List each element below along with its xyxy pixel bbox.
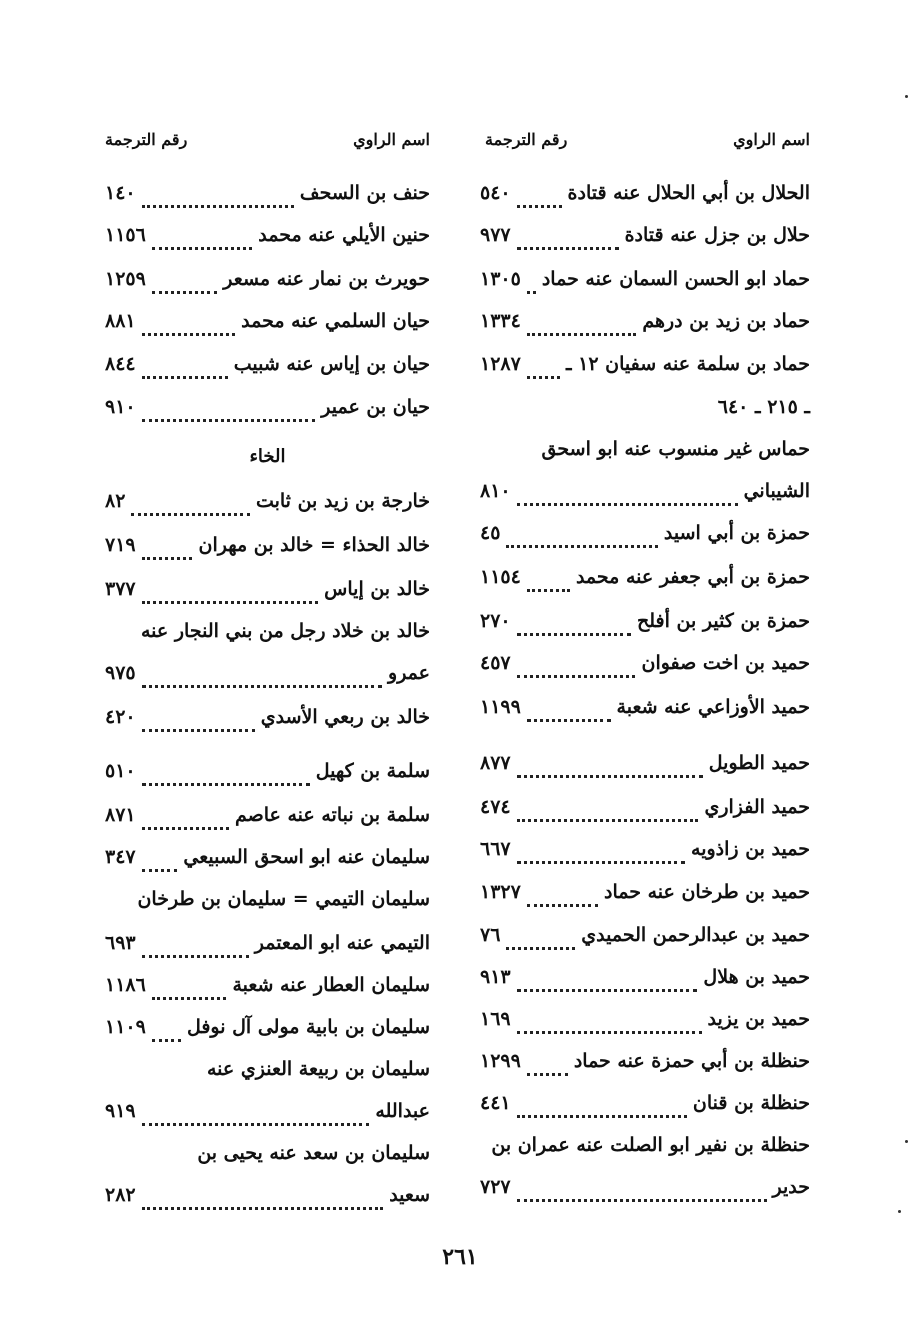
dot-leader	[142, 418, 316, 422]
entry-number: ٣٧٧	[105, 578, 136, 600]
dot-leader	[142, 684, 382, 688]
entry-number-header: رقم الترجمة	[485, 130, 568, 149]
entry-number: ٨٨١	[105, 310, 136, 332]
dot-leader	[142, 204, 294, 208]
index-entry	[480, 1008, 810, 1044]
dot-leader	[517, 204, 562, 208]
narrator-name: حميد بن زاذويه	[691, 838, 810, 860]
narrator-name: حدير	[772, 1176, 810, 1198]
narrator-name: حماد بن سلمة عنه سفيان ١٢ ـ	[565, 353, 810, 375]
section-title: الخاء	[249, 446, 286, 467]
dot-leader	[142, 782, 310, 786]
entry-number: ٢٨٢	[105, 1184, 136, 1206]
dot-leader	[527, 718, 611, 722]
index-entry	[480, 1176, 810, 1212]
entry-number: ٥٤٠	[480, 182, 511, 204]
entry-number: ١١٠٩	[105, 1016, 146, 1038]
narrator-name: حنين الأيلي عنه محمد	[258, 224, 430, 246]
narrator-name: حمزة بن كثير بن أفلح	[636, 610, 810, 632]
dot-leader	[517, 860, 685, 864]
dot-leader	[131, 512, 250, 516]
entry-number: ١٢٥٩	[105, 268, 146, 290]
narrator-name: حماد ابو الحسن السمان عنه حماد	[541, 268, 810, 290]
index-entry	[105, 310, 430, 346]
narrator-name: حلال بن جزل عنه قتادة	[624, 224, 810, 246]
narrator-name: سليمان بن ربيعة العنزي عنه	[206, 1058, 430, 1080]
index-entry	[105, 396, 430, 432]
dot-leader	[142, 826, 229, 830]
narrator-name: حميد الأوزاعي عنه شعبة	[616, 696, 810, 718]
narrator-name: سليمان العطار عنه شعبة	[232, 974, 430, 996]
dot-leader	[517, 818, 699, 822]
index-entry	[105, 353, 430, 389]
dot-leader	[152, 1038, 181, 1042]
dot-leader	[142, 954, 249, 958]
index-entry	[480, 182, 810, 218]
index-entry	[480, 652, 810, 688]
entry-number: ٨٤٤	[105, 353, 136, 375]
entry-number: ٩٧٥	[105, 662, 136, 684]
entry-number: ١١٥٦	[105, 224, 146, 246]
entry-number: ١٢٩٩	[480, 1050, 521, 1072]
narrator-name: عمرو	[388, 662, 430, 684]
narrator-name: التيمي عنه ابو المعتمر	[254, 932, 430, 954]
entry-number: ٨٧٧	[480, 752, 511, 774]
entry-number: ٨٢	[105, 490, 126, 512]
narrator-name: سلمة بن نباته عنه عاصم	[234, 804, 430, 826]
entry-number: ٧٢٧	[480, 1176, 511, 1198]
index-entry	[480, 838, 810, 874]
index-entry	[105, 1016, 430, 1052]
dot-leader	[527, 588, 570, 592]
narrator-name: الشيباني	[743, 480, 810, 502]
entry-number: ٦٦٧	[480, 838, 511, 860]
index-entry	[105, 662, 430, 698]
index-entry	[105, 224, 430, 260]
index-entry	[105, 620, 430, 656]
entry-number: ١٣٠٥	[480, 268, 521, 290]
index-entry	[480, 353, 810, 389]
index-entry	[480, 1134, 810, 1170]
index-entry	[105, 1184, 430, 1220]
index-entry	[480, 610, 810, 646]
index-entry	[105, 268, 430, 304]
dot-leader	[517, 246, 619, 250]
narrator-name: خارجة بن زيد بن ثابت	[255, 490, 430, 512]
index-entry	[480, 480, 810, 516]
narrator-name: حميد بن يزيد	[707, 1008, 810, 1030]
narrator-name: خالد بن خلاد رجل من بني النجار عنه	[141, 620, 430, 642]
entry-number: ١١٩٩	[480, 696, 521, 718]
index-entry	[105, 578, 430, 614]
index-entry	[480, 1050, 810, 1086]
narrator-name: حنظلة بن قنان	[692, 1092, 810, 1114]
entry-number: ٧٦	[480, 924, 501, 946]
index-entry	[105, 888, 430, 924]
narrator-name: سلمة بن كهيل	[315, 760, 430, 782]
dot-leader	[142, 728, 255, 732]
index-entry	[105, 846, 430, 882]
dot-leader	[517, 1114, 687, 1118]
index-entry	[480, 924, 810, 960]
narrator-name: حميد الطويل	[708, 752, 810, 774]
index-entry	[105, 706, 430, 742]
dot-leader	[517, 632, 631, 636]
index-entry	[480, 310, 810, 346]
dot-leader	[527, 375, 560, 379]
entry-number: ٩١٣	[480, 966, 511, 988]
narrator-name: الحلال بن أبي الحلال عنه قتادة	[567, 182, 810, 204]
right-column-header	[480, 130, 810, 154]
index-entry	[105, 1100, 430, 1136]
dot-leader	[142, 1206, 384, 1210]
index-entry	[480, 881, 810, 917]
narrator-name: سليمان بن بابية مولى آل نوفل	[186, 1016, 430, 1038]
dot-leader	[527, 1072, 568, 1076]
dot-leader	[517, 1198, 767, 1202]
index-entry	[480, 752, 810, 788]
scan-speck	[898, 1210, 901, 1213]
index-entry	[480, 224, 810, 260]
index-entry	[105, 804, 430, 840]
index-entry	[480, 566, 810, 602]
dot-leader	[517, 774, 703, 778]
dot-leader	[152, 996, 227, 1000]
entry-number: ٩١٩	[105, 1100, 136, 1122]
entry-number: ٧١٩	[105, 534, 136, 556]
narrator-name: خالد بن إياس	[324, 578, 430, 600]
narrator-name: حميد بن طرخان عنه حماد	[604, 881, 810, 903]
entry-number-header: رقم الترجمة	[105, 130, 188, 149]
entry-number: ١٤٠	[105, 182, 136, 204]
narrator-name: حنظلة بن أبي حمزة عنه حماد	[573, 1050, 810, 1072]
dot-leader	[142, 556, 193, 560]
dot-leader	[506, 544, 658, 548]
dot-leader	[506, 946, 575, 950]
index-entry	[105, 1058, 430, 1094]
entry-number: ٨٧١	[105, 804, 136, 826]
narrator-name: حميد بن هلال	[703, 966, 810, 988]
entry-number: ١٣٢٧	[480, 881, 521, 903]
index-entry	[105, 182, 430, 218]
dot-leader	[517, 674, 636, 678]
dot-leader	[142, 332, 236, 336]
entry-number: ٩٧٧	[480, 224, 511, 246]
index-entry	[105, 932, 430, 968]
index-entry	[480, 966, 810, 1002]
index-entry	[480, 268, 810, 304]
narrator-name: حميد بن اخت صفوان	[641, 652, 810, 674]
entry-number: ١١٨٦	[105, 974, 146, 996]
entry-number: ١٦٩	[480, 1008, 511, 1030]
dot-leader	[527, 332, 636, 336]
narrator-name: عبدالله	[375, 1100, 430, 1122]
narrator-name: حنف بن السحف	[299, 182, 430, 204]
narrator-name: حويرث بن نمار عنه مسعر	[223, 268, 430, 290]
dot-leader	[142, 868, 178, 872]
narrator-name: خالد الحذاء = خالد بن مهران	[198, 534, 430, 556]
index-entry	[480, 1092, 810, 1128]
dot-leader	[142, 1122, 370, 1126]
scan-speck	[905, 95, 908, 98]
entry-number: ١١٥٤	[480, 566, 521, 588]
dot-leader	[152, 246, 252, 250]
dot-leader	[517, 502, 738, 506]
index-entry	[480, 438, 810, 474]
index-entry	[480, 522, 810, 558]
entry-number: ٤٥	[480, 522, 501, 544]
narrator-name: سليمان بن سعد عنه يحيى بن	[197, 1142, 430, 1164]
entry-number: ٦٩٣	[105, 932, 136, 954]
index-entry	[480, 696, 810, 732]
narrator-name: سليمان عنه ابو اسحق السبيعي	[183, 846, 430, 868]
entry-number: ٤٢٠	[105, 706, 136, 728]
dot-leader	[517, 1030, 702, 1034]
dot-leader	[142, 375, 228, 379]
narrator-name: حيان السلمي عنه محمد	[241, 310, 430, 332]
index-entry	[480, 796, 810, 832]
entry-number: ٤٥٧	[480, 652, 511, 674]
narrator-name: حيان بن عمير	[321, 396, 430, 418]
narrator-name: حمزة بن أبي اسيد	[663, 522, 810, 544]
index-entry	[105, 490, 430, 526]
entry-number: ٨١٠	[480, 480, 511, 502]
entry-number: ٢٧٠	[480, 610, 511, 632]
entry-number: ١٣٣٤	[480, 310, 521, 332]
narrator-name: سعيد	[389, 1184, 430, 1206]
dot-leader	[142, 600, 319, 604]
narrator-name: حيان بن إياس عنه شبيب	[233, 353, 430, 375]
narrator-name: حميد بن عبدالرحمن الحميدي	[581, 924, 810, 946]
entry-number: ٥١٠	[105, 760, 136, 782]
index-entry	[480, 396, 810, 432]
narrator-name: حماس غير منسوب عنه ابو اسحق	[541, 438, 810, 460]
narrator-name-header: اسم الراوي	[733, 130, 810, 149]
entry-number: ٤٤١	[480, 1092, 511, 1114]
index-entry	[105, 760, 430, 796]
narrator-name: حنظلة بن نفير ابو الصلت عنه عمران بن	[491, 1134, 810, 1156]
entry-number: ١٢٨٧	[480, 353, 521, 375]
index-entry	[105, 534, 430, 570]
index-entry	[105, 1142, 430, 1178]
dot-leader	[527, 903, 598, 907]
narrator-name: ـ ٢١٥ ـ ٦٤٠	[717, 396, 810, 418]
narrator-name: حمزة بن أبي جعفر عنه محمد	[575, 566, 810, 588]
entry-number: ٣٤٧	[105, 846, 136, 868]
narrator-name: حماد بن زيد بن درهم	[642, 310, 810, 332]
entry-number: ٤٧٤	[480, 796, 511, 818]
narrator-name: حميد الفزاري	[704, 796, 810, 818]
narrator-name: خالد بن ربعي الأسدي	[260, 706, 430, 728]
narrator-name: سليمان التيمي = سليمان بن طرخان	[137, 888, 430, 910]
index-entry	[105, 974, 430, 1010]
dot-leader	[527, 290, 536, 294]
left-column-header	[105, 130, 430, 154]
scan-speck	[905, 1140, 908, 1143]
dot-leader	[517, 988, 698, 992]
narrator-name-header: اسم الراوي	[353, 130, 430, 149]
page-number: ٢٦١	[442, 1244, 478, 1270]
entry-number: ٩١٠	[105, 396, 136, 418]
dot-leader	[152, 290, 217, 294]
